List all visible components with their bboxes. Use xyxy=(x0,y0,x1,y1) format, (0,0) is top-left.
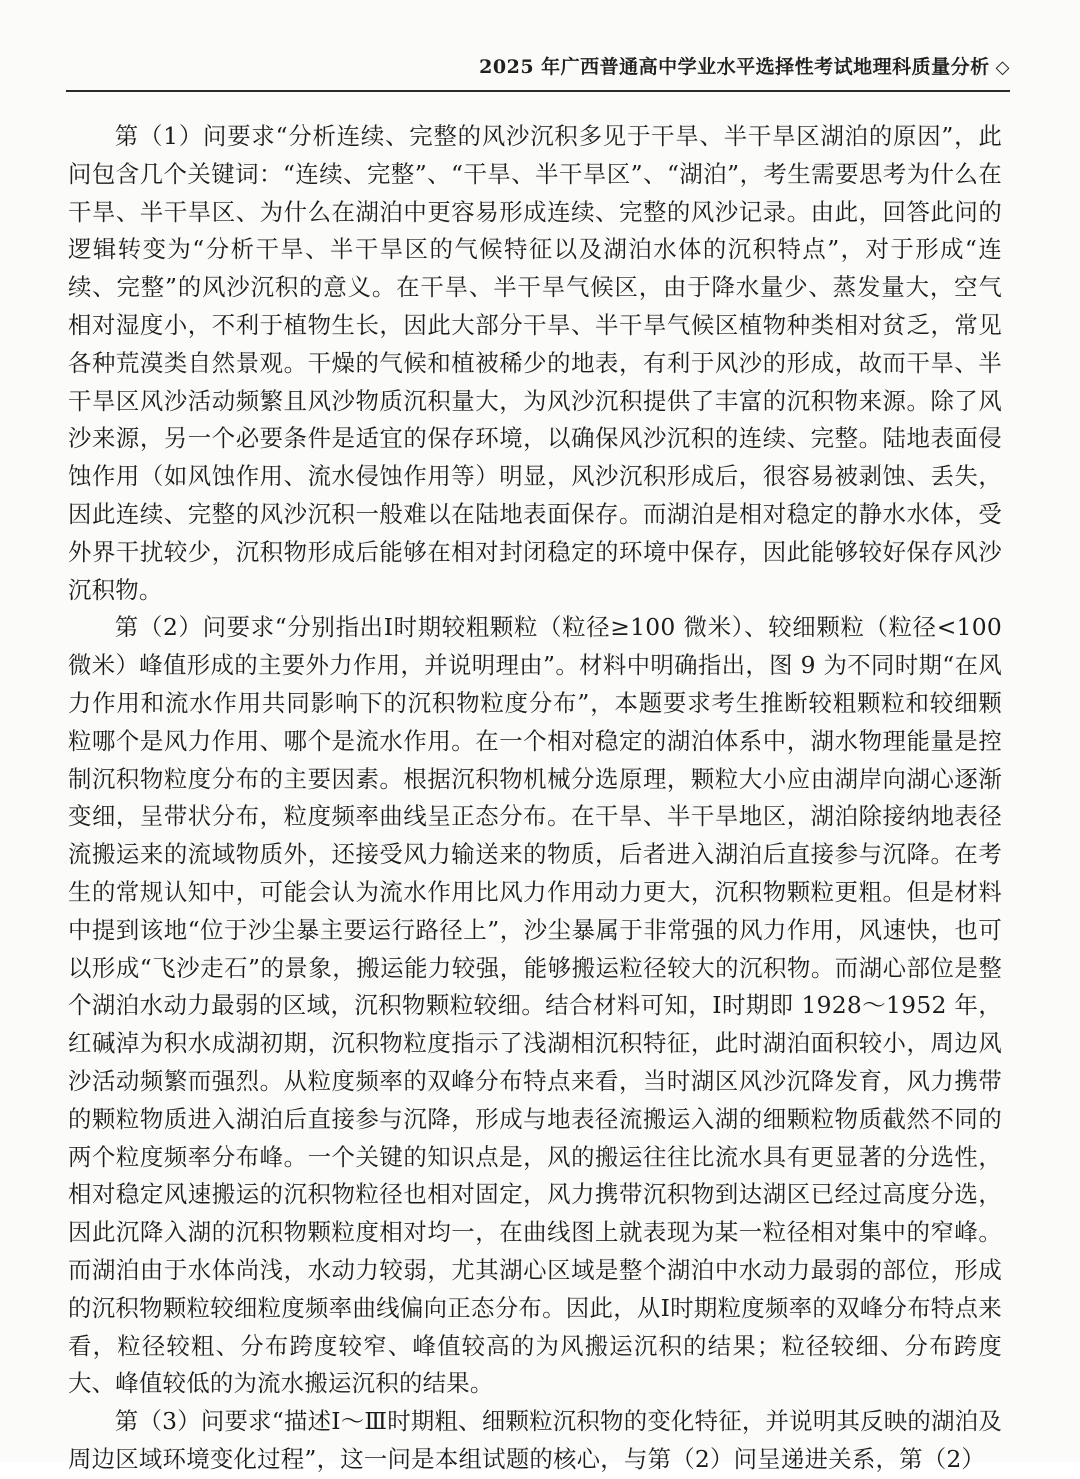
running-header xyxy=(66,46,1010,92)
header-title xyxy=(479,52,1010,79)
paragraph-question-2: 第（2）问要求“分别指出Ⅰ时期较粗颗粒（粒径≥100 微米）、较细颗粒（粒径<100 微米）峰值形成的主要外力作用，并说明理由”。材料中明确指出，图 9 为不同时期“在风力作用和流水作用共同影响下的沉积物粒度分布”，本题要求考生推断较粗颗粒和较细颗粒哪个是风力作用、哪个是流水作用。在一个相对稳定的湖泊体系中，湖水物理能量是控制沉积物粒度分布的主要因素。根据沉积物机械分选原理，颗粒大小应由湖岸向湖心逐渐变细，呈带状分布，粒度频率曲线呈正态分布。在干旱、半干旱地区，湖泊除接纳地表径流搬运来的流域物质外，还接受风力输送来的物质，后者进入湖泊后直接参与沉降。在考生的常规认知中，可能会认为流水作用比风力作用动力更大，沉积物颗粒更粗。但是材料中提到该地“位于沙尘暴主要运行路径上”，沙尘暴属于非常强的风力作用，风速快，也可以形成“飞沙走石”的景象，搬运能力较强，能够搬运粒径较大的沉积物。而湖心部位是整个湖泊水动力最弱的区域，沉积物颗粒较细。结合材料可知，Ⅰ时期即 1928～1952 年，红碱淖为积水成湖初期，沉积物粒度指示了浅湖相沉积特征，此时湖泊面积较小，周边风沙活动频繁而强烈。从粒度频率的双峰分布特点来看，当时湖区风沙沉降发育，风力携带的颗粒物质进入湖泊后直接参与沉降，形成与地表径流搬运入湖的细颗粒物质截然不同的两个粒度频率分布峰。一个关键的知识点是，风的搬运往往比流水具有更显著的分选性，相对稳定风速搬运的沉积物粒径也相对固定，风力携带沉积物到达湖区已经过高度分选，因此沉降入湖的沉积物颗粒度相对均一，在曲线图上就表现为某一粒径相对集中的窄峰。而湖泊由于水体尚浅，水动力较弱，尤其湖心区域是整个湖泊中水动力最弱的部位，形成的沉积物颗粒较细粒度频率曲线偏向正态分布。因此，从Ⅰ时期粒度频率的双峰分布特点来看，粒径较粗、分布跨度较窄、峰值较高的为风搬运沉积的结果；粒径较细、分布跨度大、峰值较低的为流水搬运沉积的结果。 xyxy=(68,613,1002,1398)
paragraph-question-3: 第（3）问要求“描述Ⅰ～Ⅲ时期粗、细颗粒沉积物的变化特征，并说明其反映的湖泊及周边区域环境变化过程”，这一问是本组试题的核心，与第（2）问呈递进关系，第（2） xyxy=(68,1407,1002,1473)
diamond-icon: ◇ xyxy=(995,57,1010,78)
header-title-text: 2025 年广西普通高中学业水平选择性考试地理科质量分析 xyxy=(479,56,990,78)
paragraph-question-1: 第（1）问要求“分析连续、完整的风沙沉积多见于干旱、半干旱区湖泊的原因”，此问包含几个关键词：“连续、完整”、“干旱、半干旱区”、“湖泊”，考生需要思考为什么在干旱、半干旱区、为什么在湖泊中更容易形成连续、完整的风沙记录。由此，回答此问的逻辑转变为“分析干旱、半干旱区的气候特征以及湖泊水体的沉积特点”，对于形成“连续、完整”的风沙沉积的意义。在干旱、半干旱气候区，由于降水量少、蒸发量大，空气相对湿度小，不利于植物生长，因此大部分干旱、半干旱气候区植物种类相对贫乏，常见各种荒漠类自然景观。干燥的气候和植被稀少的地表，有利于风沙的形成，故而干旱、半干旱区风沙活动频繁且风沙物质沉积量大，为风沙沉积提供了丰富的沉积物来源。除了风沙来源，另一个必要条件是适宜的保存环境，以确保风沙沉积的连续、完整。陆地表面侵蚀作用（如风蚀作用、流水侵蚀作用等）明显，风沙沉积形成后，很容易被剥蚀、丢失，因此连续、完整的风沙沉积一般难以在陆地表面保存。而湖泊是相对稳定的静水水体，受外界干扰较少，沉积物形成后能够在相对封闭稳定的环境中保存，因此能够较好保存风沙沉积物。 xyxy=(68,122,1002,604)
body-text xyxy=(68,118,1002,1479)
